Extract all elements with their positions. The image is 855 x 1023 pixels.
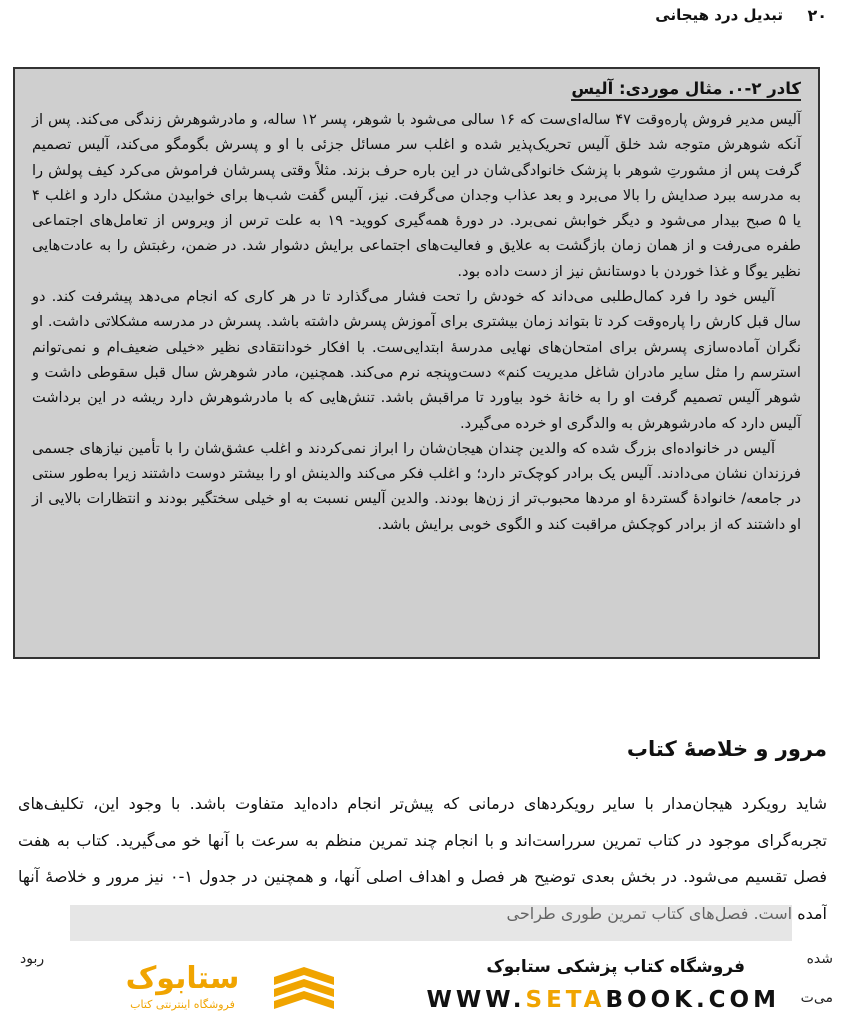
box-paragraph-2: آلیس خود را فرد کمال‌طلبی می‌داند که خودش را تحت فشار می‌گذارد تا در هر کاری که انجام می‌دهد پیشرفت کند. دو سال قبل کارش را پاره‌وقت کرد تا بتواند زمان بیشتری برای آموزش پسرش داشته باشد. پسرش در مدرسه مشکلاتی داشت. او نگران آماده‌سازی پسرش برای امتحان‌های نهایی مدرسهٔ ابتدایی‌ست. با افکار خودانتقادی نظیر «خیلی ضعیف‌ام و نمی‌توانم استرسم را مثل سایر مادران شاغل مدیریت کنم» دست‌وپنجه نرم می‌کند. همچنین، مادر شوهرش سال قبل سقوطی داشت و شوهر آلیس تصمیم گرفت او را به خانهٔ خود بیاورد تا مراقبش باشد. تنش‌هایی که با مادرشوهرش دارد ریشه در این برداشت آلیس دارد که مادرشوهرش به والدگری او خرده می‌گیرد. <box>32 288 801 432</box>
running-title: تبدیل درد هیجانی <box>655 6 783 24</box>
box-title <box>32 75 801 103</box>
section-body: شاید رویکرد هیجان‌مدار با سایر رویکردهای درمانی که پیش‌تر انجام داده‌اید متفاوت باشد. با وجود این، تکلیف‌های تجربه‌گرای موجود در کتاب تمرین سرراست‌اند و با انجام چند تمرین منظم به سرعت با آنها خو می‌گیرید. کتاب به هفت فصل تقسیم می‌شود. در بخش بعدی توضیح هر فصل و اهداف اصلی آنها، و همچنین در جدول ۱-۰ نیز مرور و خلاصهٔ آنها آمده است. فصل‌های کتاب تمرین طوری طراحی <box>18 794 827 923</box>
page-number: ۲۰ <box>807 6 827 25</box>
box-paragraph-1: آلیس مدیر فروش پاره‌وقت ۴۷ ساله‌ای‌ست که ۱۶ سالی می‌شود با شوهر، پسر ۱۲ ساله، و مادرشوهرش زندگی می‌کند. پس از آنکه شوهرش متوجه شد خلق آلیس تحریک‌پذیر شده و اغلب سر مسائل جزئی با او و پسرش بگومگو می‌کند، آلیس تصمیم گرفت پس از مشورتِ شوهر با پزشک خانوادگی‌شان در این باره حرف بزند. مثلاً وقتی پسرشان فراموش می‌کرد کیف پولش را به مدرسه ببرد صدایش را بالا می‌برد و بعد عذاب وجدان می‌گرفت. نیز، آلیس گفت شب‌ها برای خوابیدن مشکل دارد و اغلب ۴ یا ۵ صبح بیدار می‌شود و دیگر خوابش نمی‌برد. در دورهٔ همه‌گیری کووید- ۱۹ به علت ترس از ویروس از تعامل‌های اجتماعی طفره می‌رفت و از همان زمان بازگشت به علایق و فعالیت‌های اجتماعی برایش دشوار شد. در ضمن، رغبتش را به عادت‌هایی نظیر یوگا و غذا خوردن با دوستانش نیز از دست داده بود. <box>32 111 801 280</box>
text-highlight <box>70 905 792 941</box>
setabook-logo-icon <box>270 965 338 1015</box>
url-suffix: BOOK.COM <box>605 987 780 1013</box>
edge-word-right-2: می‌ت <box>800 990 833 1006</box>
setabook-logo-text <box>100 960 265 1022</box>
store-name: فروشگاه کتاب پزشکی ستابوک <box>486 957 745 977</box>
edge-word-right-1: شده <box>806 951 833 967</box>
store-url[interactable] <box>427 987 780 1013</box>
url-prefix: WWW. <box>426 987 526 1013</box>
box-paragraph-3: آلیس در خانواده‌ای بزرگ شده که والدین چندان هیجان‌شان را ابراز نمی‌کردند و اغلب عشق‌شان را با تأمین نیازهای جسمی فرزندان نشان می‌دادند. آلیس یک برادر کوچک‌تر دارد؛ و اغلب فکر می‌کند والدینش او را بیشتر دوست داشتند زیرا به‌طور سنتی در جامعه/ خانوادهٔ گستردهٔ او مردها محبوب‌تر از زن‌ها بودند. والدین آلیس نسبت به او خیلی سختگیر بودند و انتظارات بالایی از او داشتند که از برادر کوچکش مراقبت کند و الگوی خوبی برایش باشد. <box>32 439 801 533</box>
section-heading: مرور و خلاصهٔ کتاب <box>626 737 827 761</box>
url-accent: SETA <box>525 987 606 1013</box>
box-title-text: کادر ۲-۰. مثال موردی: آلیس <box>571 79 801 101</box>
running-header <box>24 6 827 32</box>
logo-word: ستابوک <box>125 961 240 996</box>
edge-word-left-1: ربود <box>20 951 45 967</box>
logo-subtitle: فروشگاه اینترنتی کتاب <box>130 998 235 1011</box>
case-example-box <box>13 67 820 659</box>
